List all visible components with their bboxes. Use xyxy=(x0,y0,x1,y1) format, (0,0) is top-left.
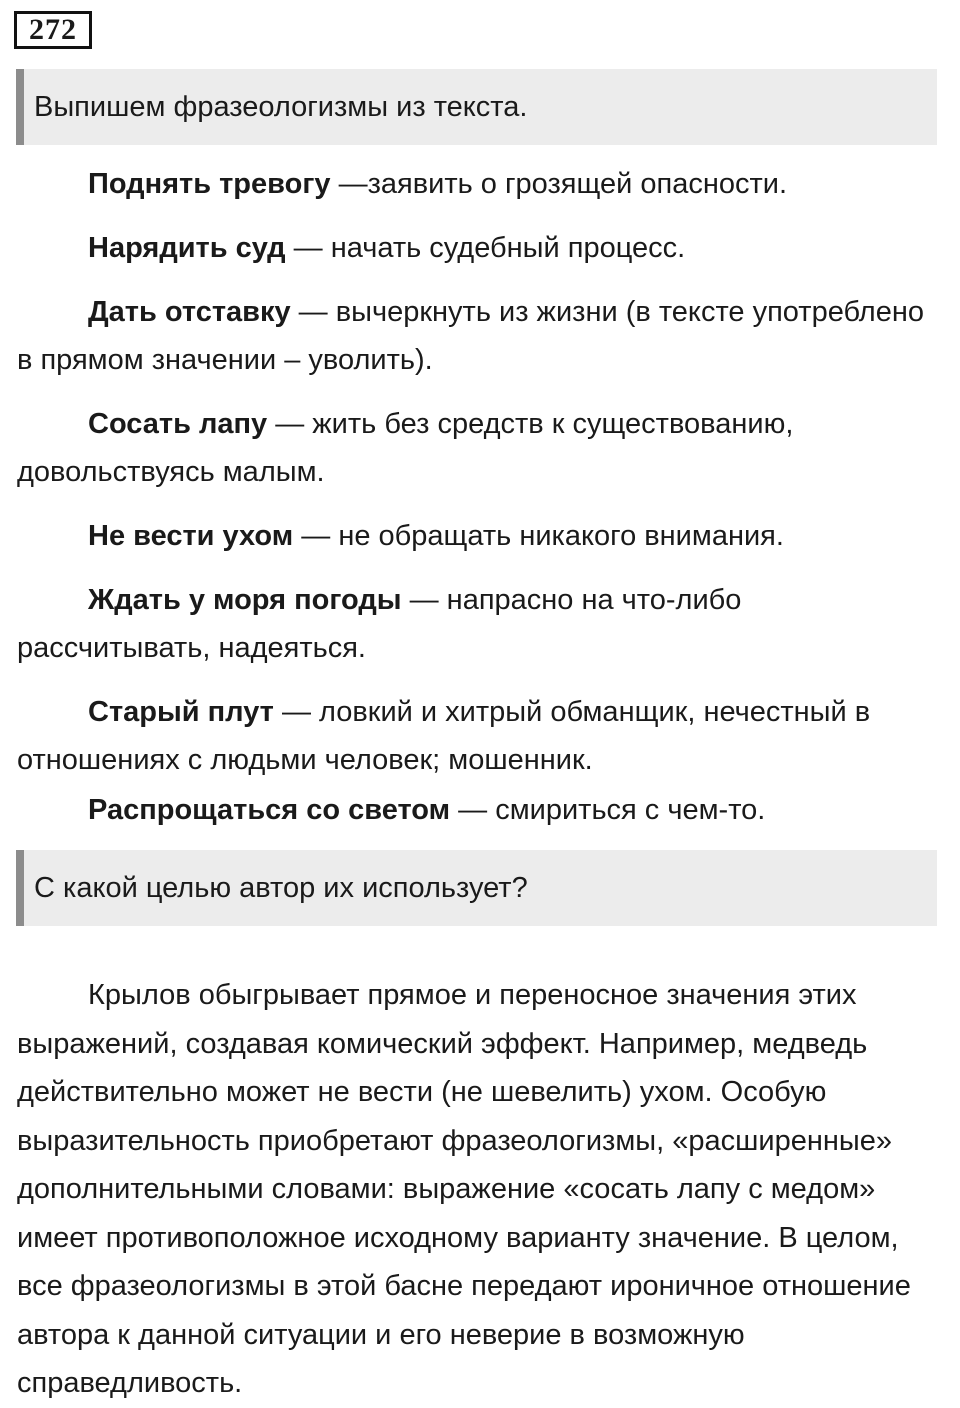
phraseologism-term: Поднять тревогу xyxy=(88,168,331,200)
phraseologism-meaning: — ловкий и хитрый обманщик, нечестный в отношениях с людьми человек; мошенник. xyxy=(17,696,871,776)
phraseologism-term: Распрощаться со светом xyxy=(88,794,451,826)
phraseologism-term: Старый плут xyxy=(88,696,274,728)
phraseologism-term: Не вести ухом xyxy=(88,520,294,552)
phraseologism-term: Сосать лапу xyxy=(88,408,268,440)
phraseologism-entry xyxy=(17,400,942,496)
phraseologism-term: Нарядить суд xyxy=(88,232,286,264)
phraseologism-meaning: — смириться с чем-то. xyxy=(450,794,766,826)
phraseologism-entry xyxy=(17,786,942,834)
task-number: 272 xyxy=(14,11,92,49)
phraseologism-entry xyxy=(17,576,942,672)
phraseologism-meaning: — начать судебный процесс. xyxy=(285,232,686,264)
phraseologism-entry xyxy=(17,224,942,272)
phraseologism-term: Ждать у моря погоды xyxy=(88,584,402,616)
phraseologism-entry xyxy=(17,160,942,208)
phraseologism-meaning: — не обращать никакого внимания. xyxy=(293,520,784,552)
phraseologism-entry xyxy=(17,288,942,384)
phraseologism-entry xyxy=(17,512,942,560)
phraseologism-term: Дать отставку xyxy=(88,296,291,328)
phraseologism-meaning: — вычеркнуть из жизни (в тексте употреблено в прямом значении – уволить). xyxy=(17,296,924,376)
phraseologism-meaning: —заявить о грозящей опасности. xyxy=(330,168,788,200)
question-block-1: Выпишем фразеологизмы из текста. xyxy=(16,69,937,145)
answer-paragraph: Крылов обыгрывает прямое и переносное значения этих выражений, создавая комический эффект. Например, медведь действительно может не вести (не шевелить) ухом. Особую выразительность приобретают фразеологизмы, «расширенные» дополнительными словами: выражение «сосать лапу с медом» имеет противоположное исходному варианту значение. В целом, все фразеологизмы в этой басне передают ироничное отношение автора к данной ситуации и его неверие в возможную справедливость. xyxy=(17,979,911,1399)
phraseologism-meaning: — жить без средств к существованию, довольствуясь малым. xyxy=(17,408,794,488)
phraseologism-list xyxy=(17,160,942,850)
phraseologism-meaning: — напрасно на что-либо рассчитывать, надеяться. xyxy=(17,584,742,664)
question-block-2: С какой целью автор их использует? xyxy=(16,850,937,926)
phraseologism-entry xyxy=(17,688,942,784)
